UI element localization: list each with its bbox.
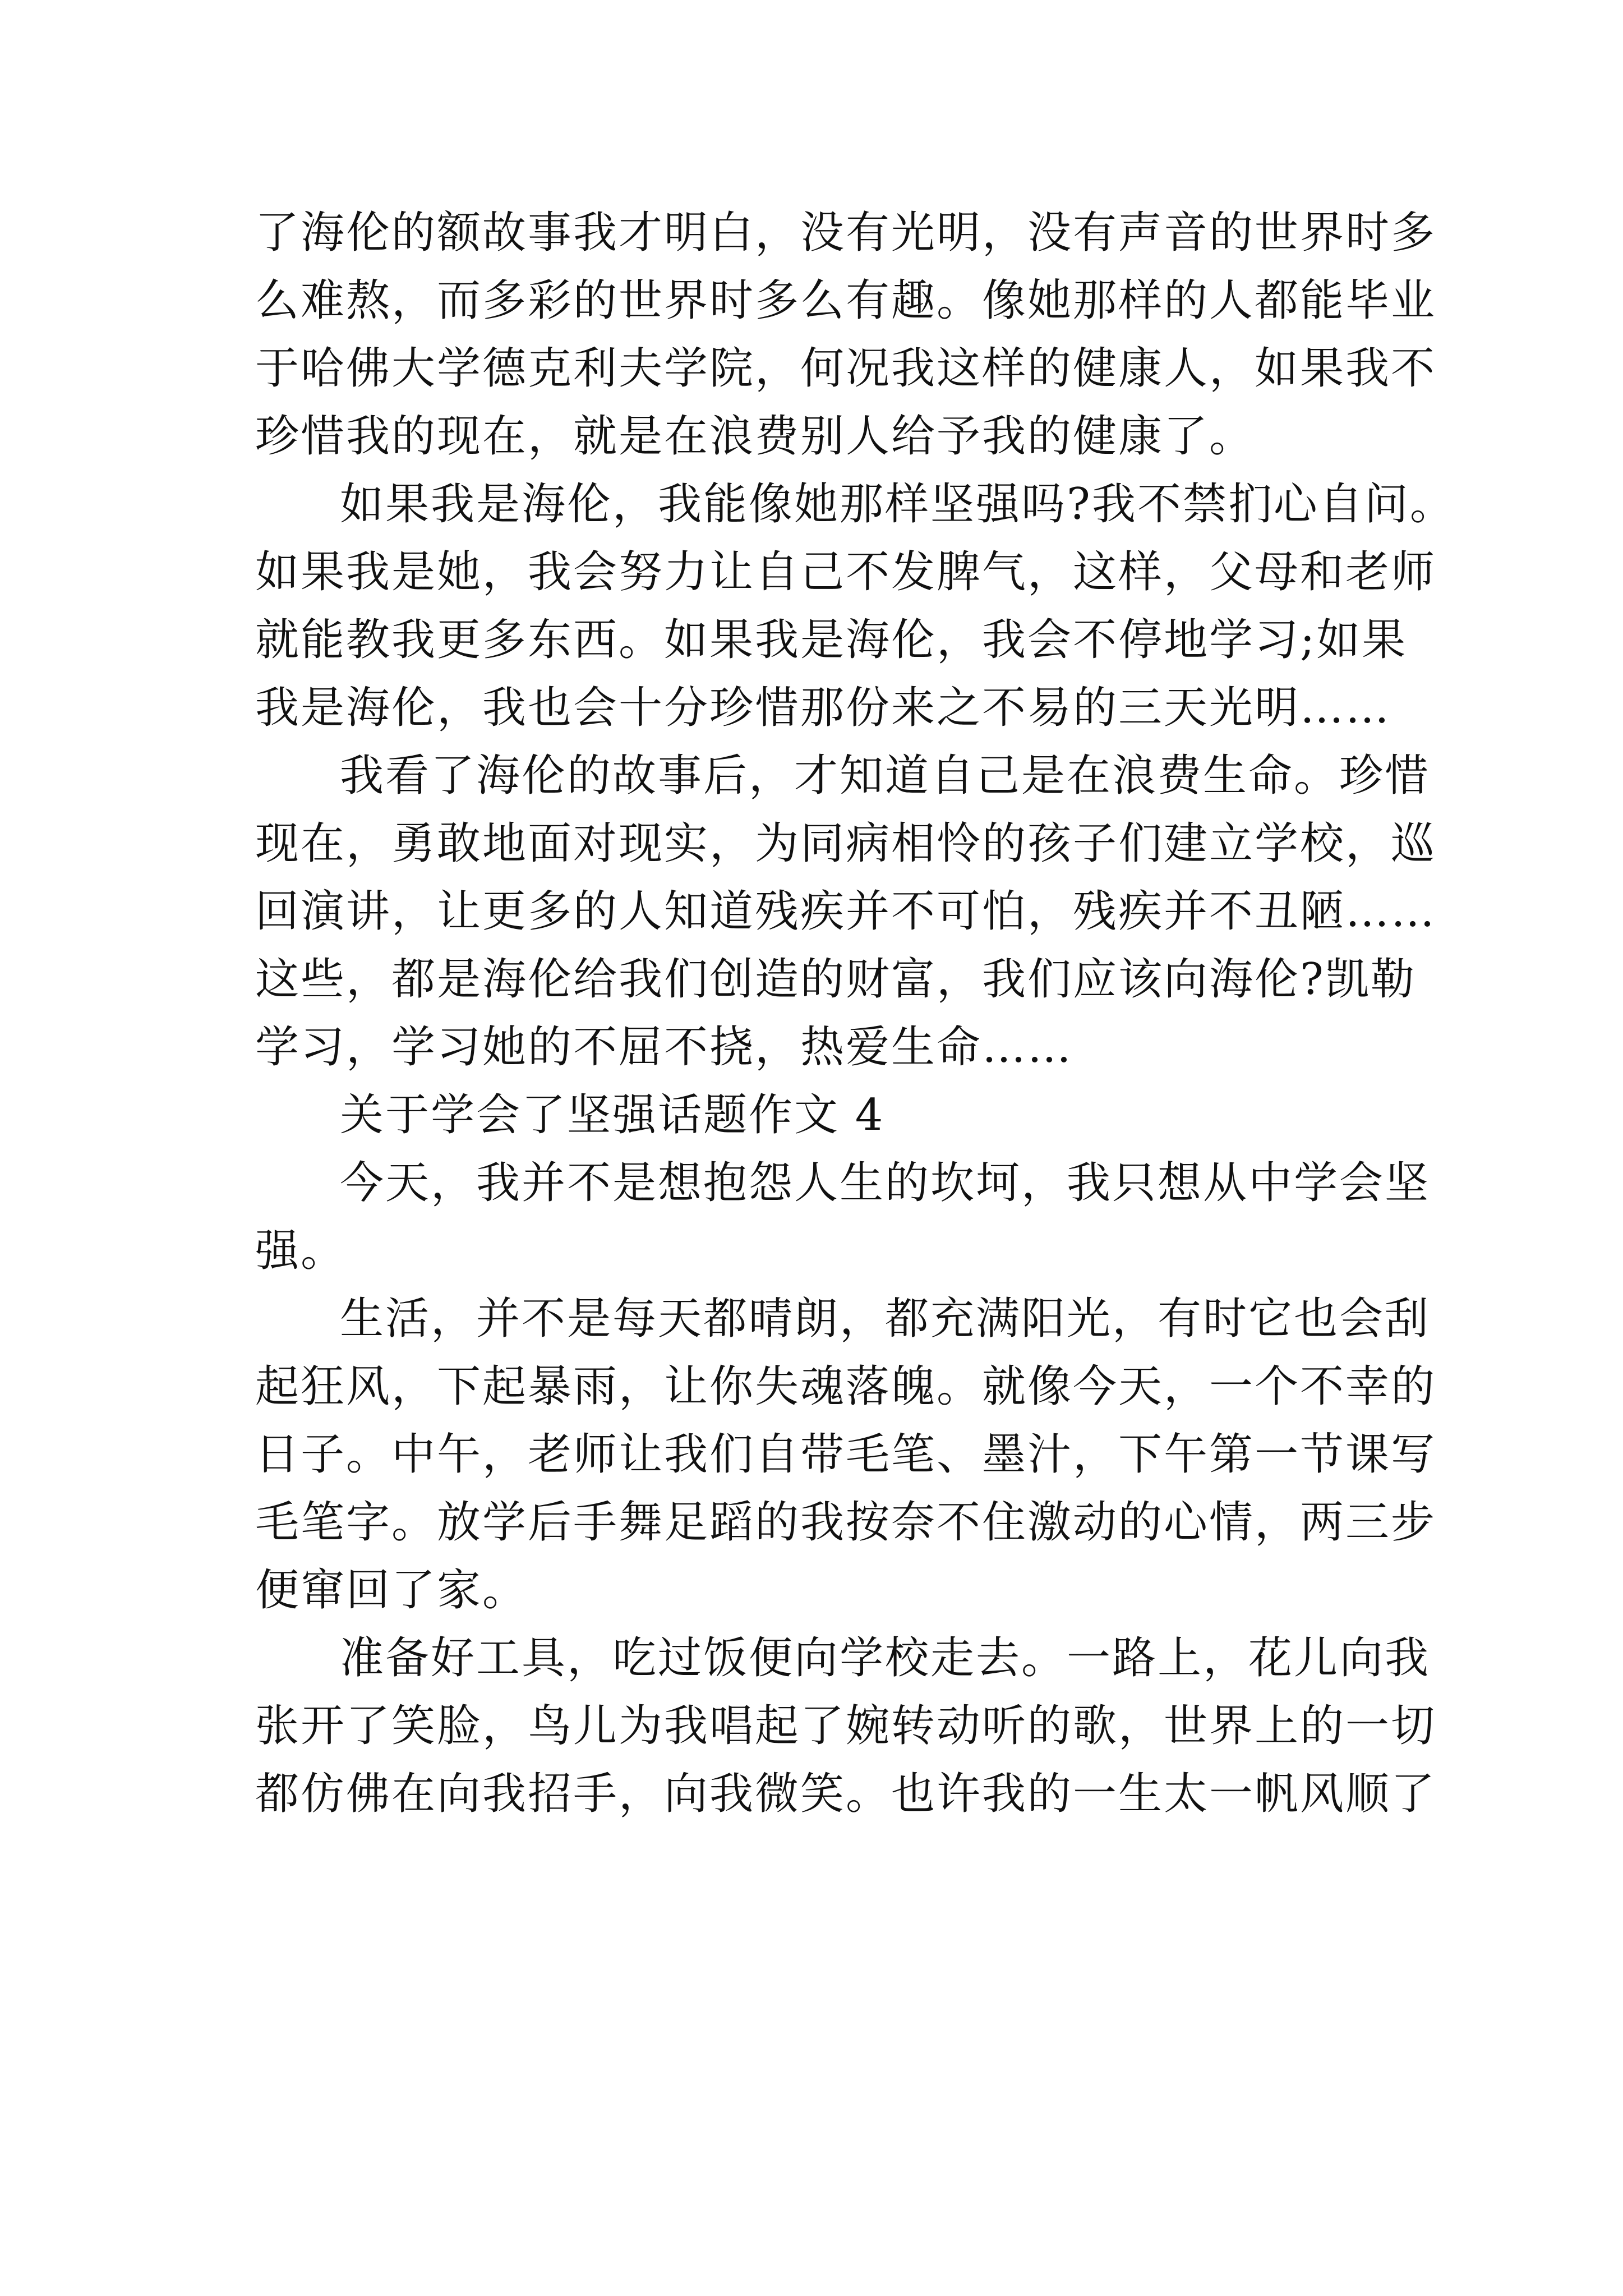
text-line: 了海伦的额故事我才明白，没有光明，没有声音的世界时多 xyxy=(255,208,1437,258)
text-line: 今天，我并不是想抱怨人生的坎坷，我只想从中学会坚 xyxy=(340,1158,1431,1208)
text-line: 现在，勇敢地面对现实，为同病相怜的孩子们建立学校，巡 xyxy=(255,818,1437,869)
text-line: 强。 xyxy=(255,1226,347,1276)
text-line: 生活，并不是每天都晴朗，都充满阳光，有时它也会刮 xyxy=(340,1294,1431,1344)
text-line: 日子。中午，老师让我们自带毛笔、墨汁，下午第一节课写 xyxy=(255,1429,1437,1480)
text-line: 我是海伦，我也会十分珍惜那份来之不易的三天光明…… xyxy=(255,683,1391,733)
text-line: 毛笔字。放学后手舞足蹈的我按奈不住激动的心情，两三步 xyxy=(255,1497,1437,1548)
text-line: 么难熬，而多彩的世界时多么有趣。像她那样的人都能毕业 xyxy=(255,275,1437,326)
text-line: 起狂风，下起暴雨，让你失魂落魄。就像今天，一个不幸的 xyxy=(255,1361,1437,1412)
text-line: 学习，学习她的不屈不挠，热爱生命…… xyxy=(255,1022,1073,1073)
section-heading: 关于学会了坚强话题作文 4 xyxy=(340,1090,885,1140)
text-line: 如果我是她，我会努力让自己不发脾气，这样，父母和老师 xyxy=(255,547,1437,597)
text-line: 于哈佛大学德克利夫学院，何况我这样的健康人，如果我不 xyxy=(255,343,1437,394)
text-line: 如果我是海伦，我能像她那样坚强吗?我不禁扪心自问。 xyxy=(340,479,1455,530)
text-line: 珍惜我的现在，就是在浪费别人给予我的健康了。 xyxy=(255,411,1255,462)
text-line: 便窜回了家。 xyxy=(255,1565,528,1616)
text-line: 回演讲，让更多的人知道残疾并不可怕，残疾并不丑陋…… xyxy=(255,886,1437,937)
text-line: 这些，都是海伦给我们创造的财富，我们应该向海伦?凯勒 xyxy=(255,954,1416,1005)
text-line: 就能教我更多东西。如果我是海伦，我会不停地学习;如果 xyxy=(255,615,1408,665)
text-line: 都仿佛在向我招手，向我微笑。也许我的一生太一帆风顺了 xyxy=(255,1769,1437,1819)
text-line: 准备好工具，吃过饭便向学校走去。一路上，花儿向我 xyxy=(340,1633,1431,1683)
text-line: 我看了海伦的故事后，才知道自己是在浪费生命。珍惜 xyxy=(340,751,1431,801)
text-line: 张开了笑脸，鸟儿为我唱起了婉转动听的歌，世界上的一切 xyxy=(255,1701,1437,1751)
